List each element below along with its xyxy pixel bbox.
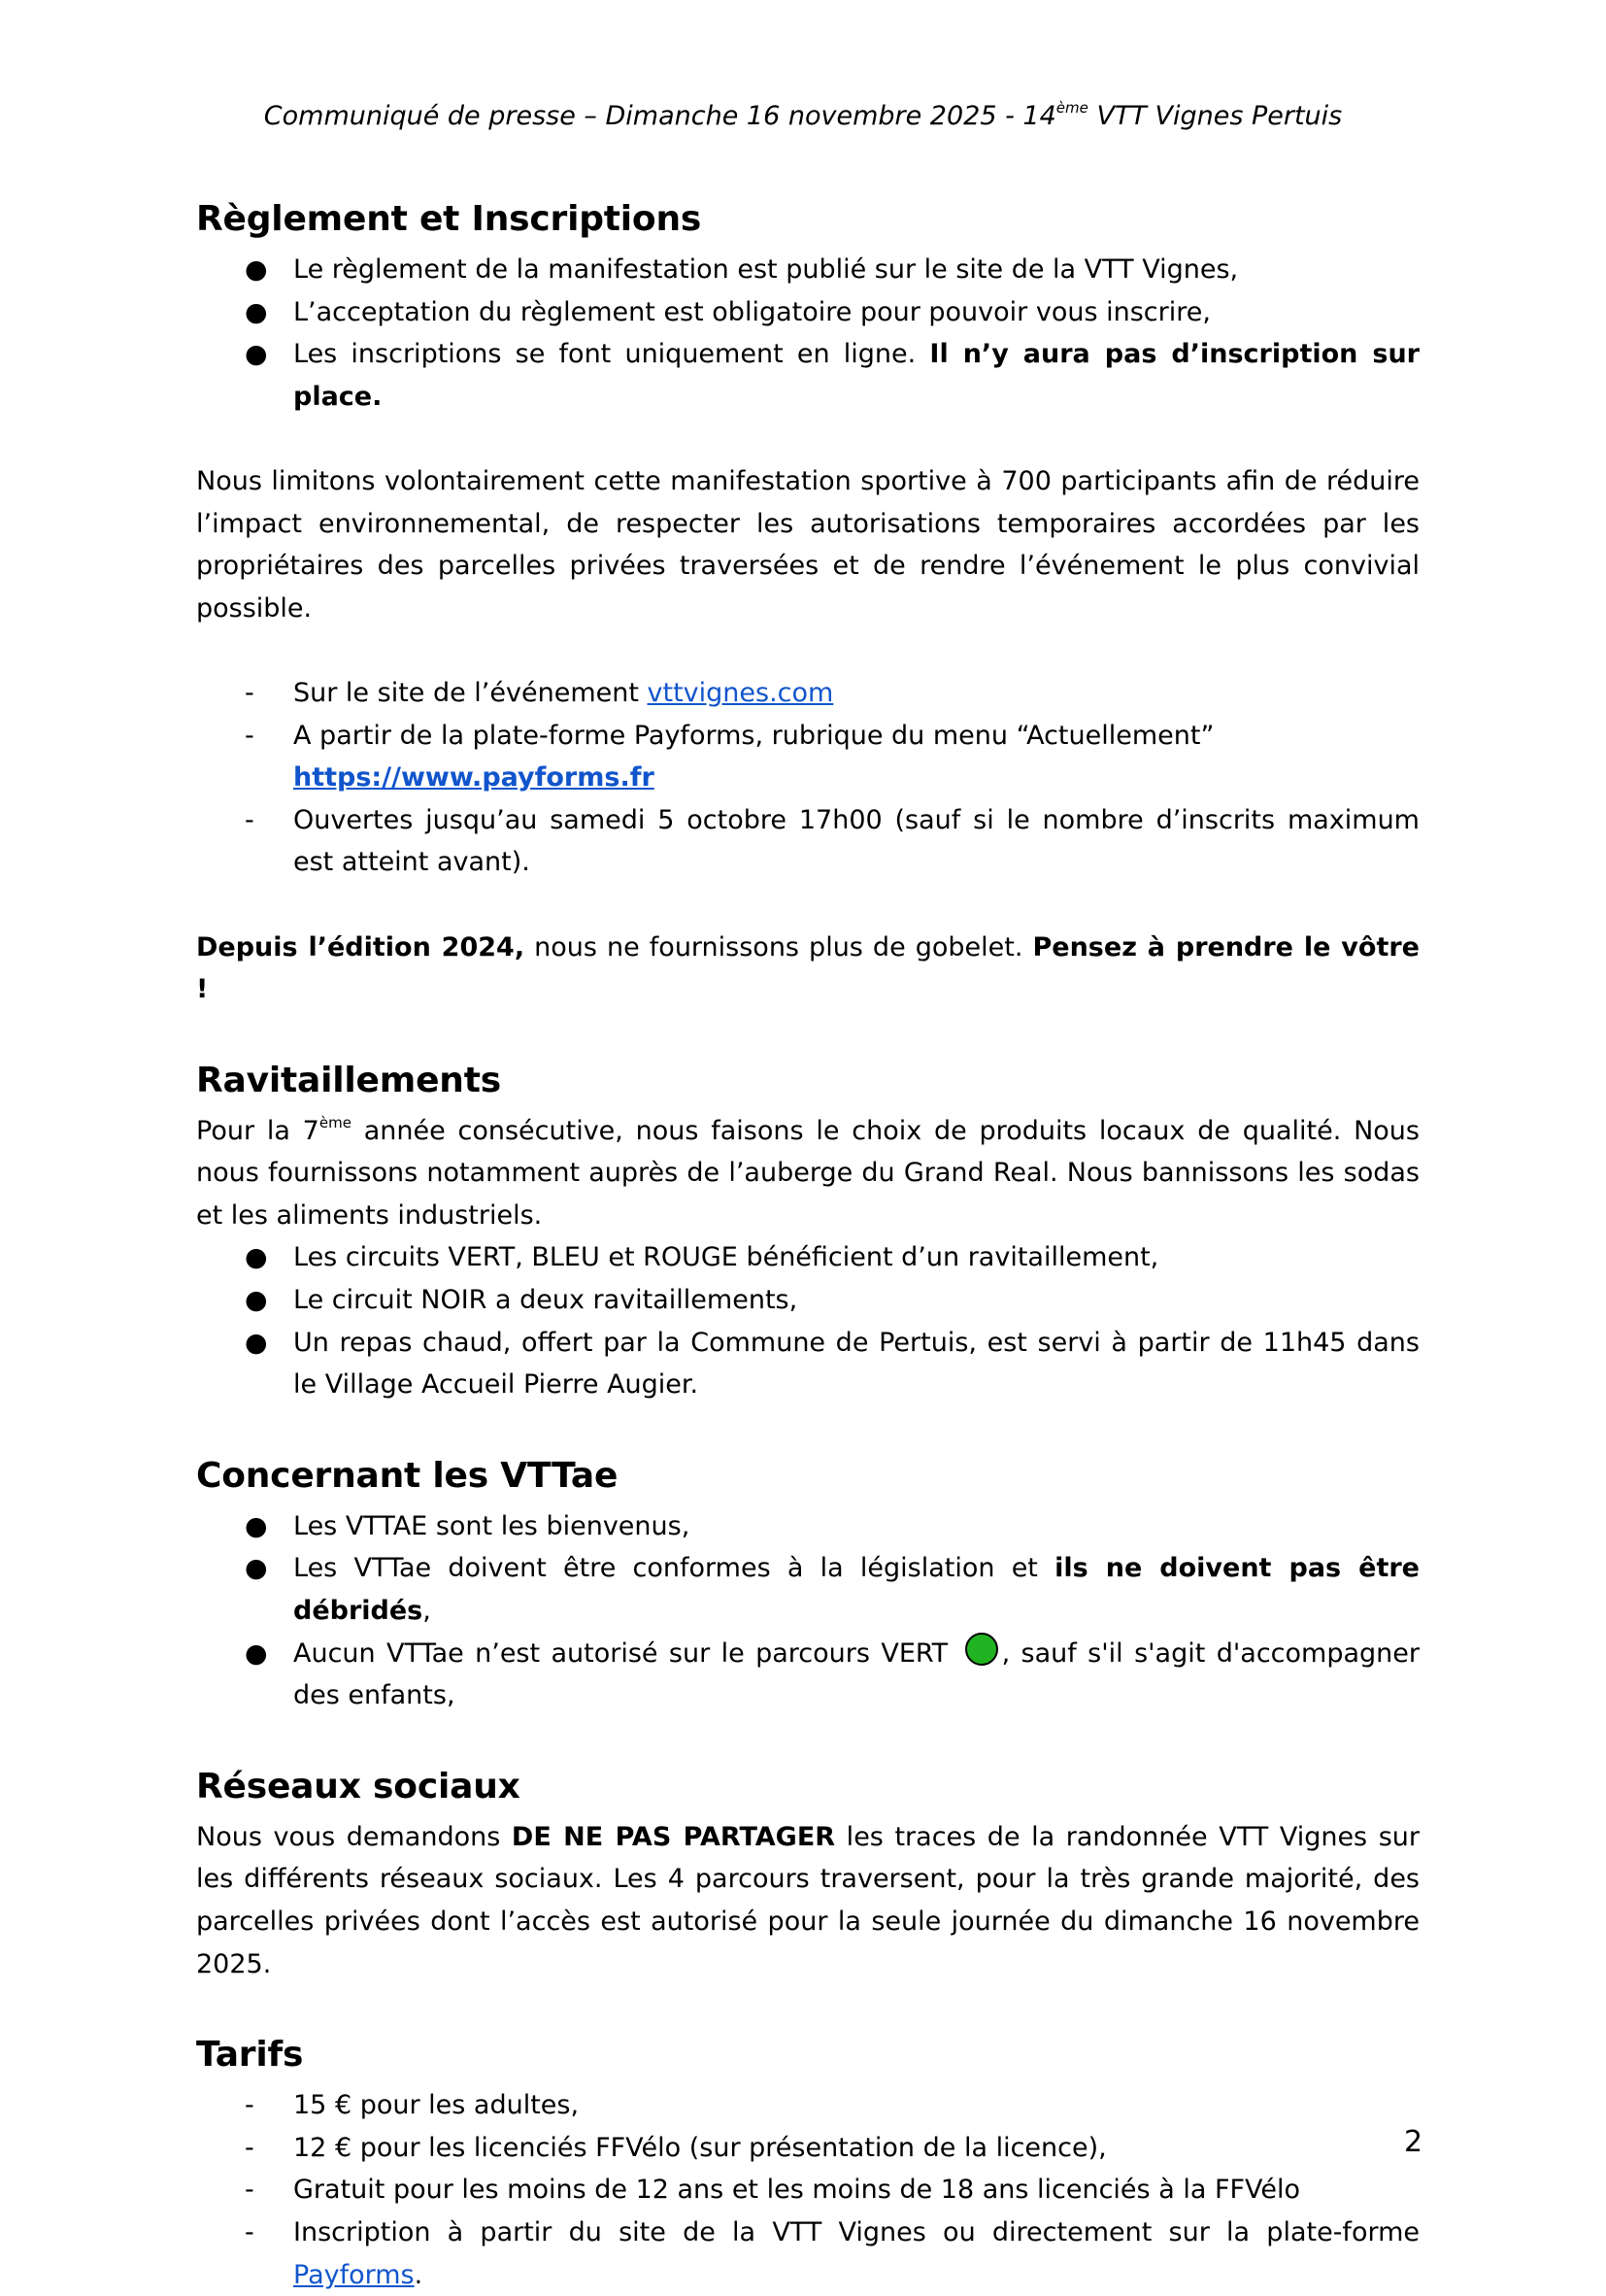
inscription-dash-list <box>196 672 1420 884</box>
list-item-text: Inscription à partir du site de la VTT Vignes ou directement sur la plate-forme <box>293 2216 1420 2247</box>
list-item-text: Les inscriptions se font uniquement en ligne. <box>293 339 930 370</box>
list-item <box>196 249 1420 291</box>
list-item-text: 12 € pour les licenciés FFVélo (sur présentation de la licence), <box>293 2132 1107 2163</box>
list-item-text: Le règlement de la manifestation est publié sur le site de la VTT Vignes, <box>293 254 1239 285</box>
list-item <box>196 2127 1420 2170</box>
green-circle-icon <box>965 1633 998 1666</box>
list-item-text: L’acceptation du règlement est obligatoire pour pouvoir vous inscrire, <box>293 296 1211 327</box>
gobelet-paragraph <box>196 927 1420 1011</box>
paragraph-text-end: les traces de la randonnée VTT Vignes sur les différents réseaux sociaux. Les 4 parcours traversent, pour la très grande majorité, des parcelles privées dont l’accès est autorisé pour la seule journée du dimanche 16 novembre 2025. <box>196 1821 1420 1979</box>
page-content <box>196 190 1423 2296</box>
list-item <box>196 2084 1420 2127</box>
bullet-marker: ● <box>245 254 268 285</box>
list-item-bold-text: ils ne doivent pas être débridés <box>293 1553 1420 1627</box>
list-item-text: Sur le site de l’événement <box>293 677 648 708</box>
payforms-link[interactable]: Payforms <box>293 2259 415 2290</box>
section-title-tarifs: Tarifs <box>196 2035 304 2076</box>
list-item <box>196 1236 1420 1279</box>
list-item-bold-text: Il n’y aura pas d’inscription sur place. <box>293 339 1420 412</box>
gobelet-bold-end: Pensez à prendre le vôtre ! <box>196 931 1420 1005</box>
list-item <box>196 333 1420 418</box>
list-item <box>196 2169 1420 2212</box>
gobelet-text: nous ne fournissons plus de gobelet. <box>524 931 1033 962</box>
page-number: 2 <box>1404 2125 1423 2159</box>
list-item <box>196 2212 1420 2296</box>
list-item <box>196 672 1420 715</box>
bullet-marker: ● <box>245 1510 268 1541</box>
list-item <box>196 1322 1420 1406</box>
dash-marker: - <box>245 2090 254 2121</box>
bullet-marker: ● <box>245 1285 268 1316</box>
spacer <box>196 884 1420 927</box>
list-item <box>196 1547 1420 1632</box>
list-item-text-end: . <box>414 2259 423 2290</box>
header-superscript: ème <box>1055 99 1088 117</box>
bullet-marker: ● <box>245 339 268 370</box>
bullet-marker: ● <box>245 1638 268 1669</box>
gobelet-bold-start: Depuis l’édition 2024, <box>196 931 525 962</box>
list-item-text: Les VTTae doivent être conformes à la législation et <box>293 1553 1055 1584</box>
paragraph-bold-text: DE NE PAS PARTAGER <box>511 1821 836 1852</box>
dash-marker: - <box>245 720 254 751</box>
section-title-vttae: Concernant les VTTae <box>196 1455 619 1496</box>
paragraph-text: Nous vous demandons <box>196 1821 512 1852</box>
list-item-text: Le circuit NOIR a deux ravitaillements, <box>293 1285 798 1316</box>
vttvignes-link[interactable]: vttvignes.com <box>647 677 834 708</box>
list-item <box>196 715 1420 799</box>
dash-marker: - <box>245 2132 254 2163</box>
list-item-text: A partir de la plate-forme Payforms, rubrique du menu “Actuellement” <box>293 720 1215 751</box>
spacer <box>196 418 1420 460</box>
payforms-url-link[interactable]: https://www.payforms.fr <box>293 762 654 793</box>
list-item-text: Ouvertes jusqu’au samedi 5 octobre 17h00 (sauf si le nombre d’inscrits maximum est atteint avant). <box>293 804 1420 878</box>
bullet-marker: ● <box>245 1242 268 1273</box>
reseaux-paragraph <box>196 1816 1420 1985</box>
list-item-text-end: , sauf s'il s'agit d'accompagner des enfants, <box>293 1638 1420 1711</box>
ravitaillements-paragraph <box>196 1110 1420 1237</box>
reglement-bullet-list <box>196 249 1420 418</box>
list-item-text: 15 € pour les adultes, <box>293 2090 580 2121</box>
superscript: ème <box>318 1113 351 1131</box>
list-item <box>196 799 1420 884</box>
dash-marker: - <box>245 2216 254 2247</box>
dash-marker: - <box>245 677 254 708</box>
list-item-text: Un repas chaud, offert par la Commune de Pertuis, est servi à partir de 11h45 dans le Village Accueil Pierre Augier. <box>293 1327 1420 1401</box>
section-title-reglement: Règlement et Inscriptions <box>196 199 702 239</box>
header-text: Communiqué de presse – Dimanche 16 novembre 2025 - 14 <box>263 101 1056 131</box>
ravitaillements-bullet-list <box>196 1236 1420 1405</box>
list-item <box>196 291 1420 334</box>
paragraph-text: Pour la 7 <box>196 1115 319 1146</box>
spacer <box>196 629 1420 672</box>
vttae-bullet-list <box>196 1505 1420 1717</box>
list-item-text: Les VTTAE sont les bienvenus, <box>293 1510 690 1541</box>
list-item-text: Aucun VTTae n’est autorisé sur le parcours VERT <box>293 1638 959 1669</box>
dash-marker: - <box>245 804 254 835</box>
section-title-reseaux: Réseaux sociaux <box>196 1766 520 1806</box>
page-header <box>0 97 1606 136</box>
dash-marker: - <box>245 2175 254 2206</box>
paragraph-text-end: année consécutive, nous faisons le choix de produits locaux de qualité. Nous nous fournissons notamment auprès de l’auberge du Grand Real. Nous bannissons les sodas et les aliments industriels. <box>196 1115 1420 1231</box>
tarifs-dash-list <box>196 2084 1423 2296</box>
bullet-marker: ● <box>245 1553 268 1584</box>
header-text-end: VTT Vignes Pertuis <box>1087 101 1343 131</box>
list-item-text-end: , <box>422 1596 431 1627</box>
bullet-marker: ● <box>245 296 268 327</box>
participants-paragraph: Nous limitons volontairement cette manifestation sportive à 700 participants afin de réduire l’impact environnemental, de respecter les autorisations temporaires accordées par les propriétaires des parcelles privées traversées et de rendre l’événement le plus convivial possible. <box>196 465 1420 624</box>
list-item-text: Les circuits VERT, BLEU et ROUGE bénéficient d’un ravitaillement, <box>293 1242 1159 1273</box>
list-item-text: Gratuit pour les moins de 12 ans et les moins de 18 ans licenciés à la FFVélo <box>293 2175 1301 2206</box>
list-item <box>196 1279 1420 1322</box>
section-title-ravitaillements: Ravitaillements <box>196 1060 501 1100</box>
list-item <box>196 1505 1420 1548</box>
list-item <box>196 1633 1420 1717</box>
bullet-marker: ● <box>245 1327 268 1358</box>
